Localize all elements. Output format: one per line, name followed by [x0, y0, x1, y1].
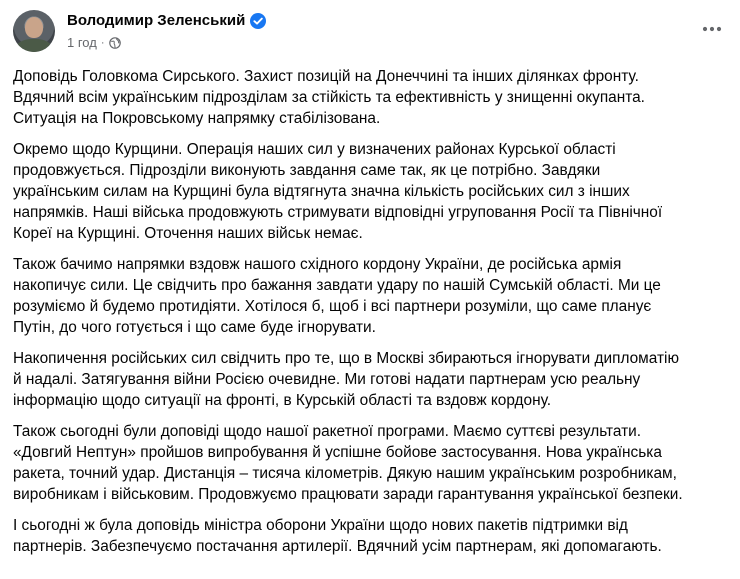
globe-icon[interactable]	[109, 37, 121, 49]
post-header	[13, 8, 727, 56]
post-paragraph: Також бачимо напрямки вздовж нашого східного кордону України, де російська армія накопичує сили. Це свідчить про бажання завдати удару по нашій Сумській області. Ми це розуміємо й будемо протидіяти. Хотілося б, щоб і всі партнери розуміли, що саме планує Путін, до чого готується і що саме буде ігнорувати.	[13, 256, 661, 336]
post-paragraph: Окремо щодо Курщини. Операція наших сил у визначених районах Курської області продовжується. Підрозділи виконують завдання саме так, як це потрібно. Завдяки українським силам на Курщині була відтягнута значна кількість російських сил з інших напрямків. Наші війська продовжують стримувати відповідні угруповання Росії та Північної Кореї на Курщині. Оточення наших військ немає.	[13, 141, 663, 242]
more-options-button[interactable]	[699, 16, 725, 42]
avatar-face	[25, 17, 43, 38]
avatar-shirt	[16, 39, 52, 52]
meta-separator: ·	[100, 36, 105, 49]
post-body	[13, 66, 733, 567]
more-options-icon	[702, 26, 722, 32]
post-paragraph: І сьогодні ж була доповідь міністра оборони України щодо нових пакетів підтримки від партнерів. Забезпечуємо постачання артилерії. Вдячний усім партнерам, які допомагають.	[13, 517, 662, 555]
post-paragraph: Накопичення російських сил свідчить про те, що в Москві збираються ігнорувати дипломатію й надалі. Затягування війни Росією очевидне. Ми готові надати партнерам усю реальну інформацію щодо ситуації на фронті, в Курській області та вздовж кордону.	[13, 350, 679, 409]
post-meta	[67, 35, 121, 50]
post-time[interactable]: 1 год	[67, 35, 97, 50]
avatar[interactable]	[13, 10, 55, 52]
post-paragraph: Доповідь Головкома Сирського. Захист позицій на Донеччині та інших ділянках фронту. Вдячний всім українським підрозділам за стійкість та ефективність у знищенні окупанта. Ситуація на Покровському напрямку стабілізована.	[13, 68, 645, 127]
verified-badge-icon	[250, 13, 266, 29]
post-paragraph: Також сьогодні були доповіді щодо нашої ракетної програми. Маємо суттєві результати. «Довгий Нептун» пройшов випробування й успішне бойове застосування. Нова українська ракета, точний удар. Дистанція – тисяча кілометрів. Дякую нашим українським розробникам, виробникам і військовим. Продовжуємо працювати заради гарантування української безпеки.	[13, 423, 683, 503]
author-name[interactable]: Володимир Зеленський	[67, 12, 246, 29]
author-line	[67, 12, 266, 29]
